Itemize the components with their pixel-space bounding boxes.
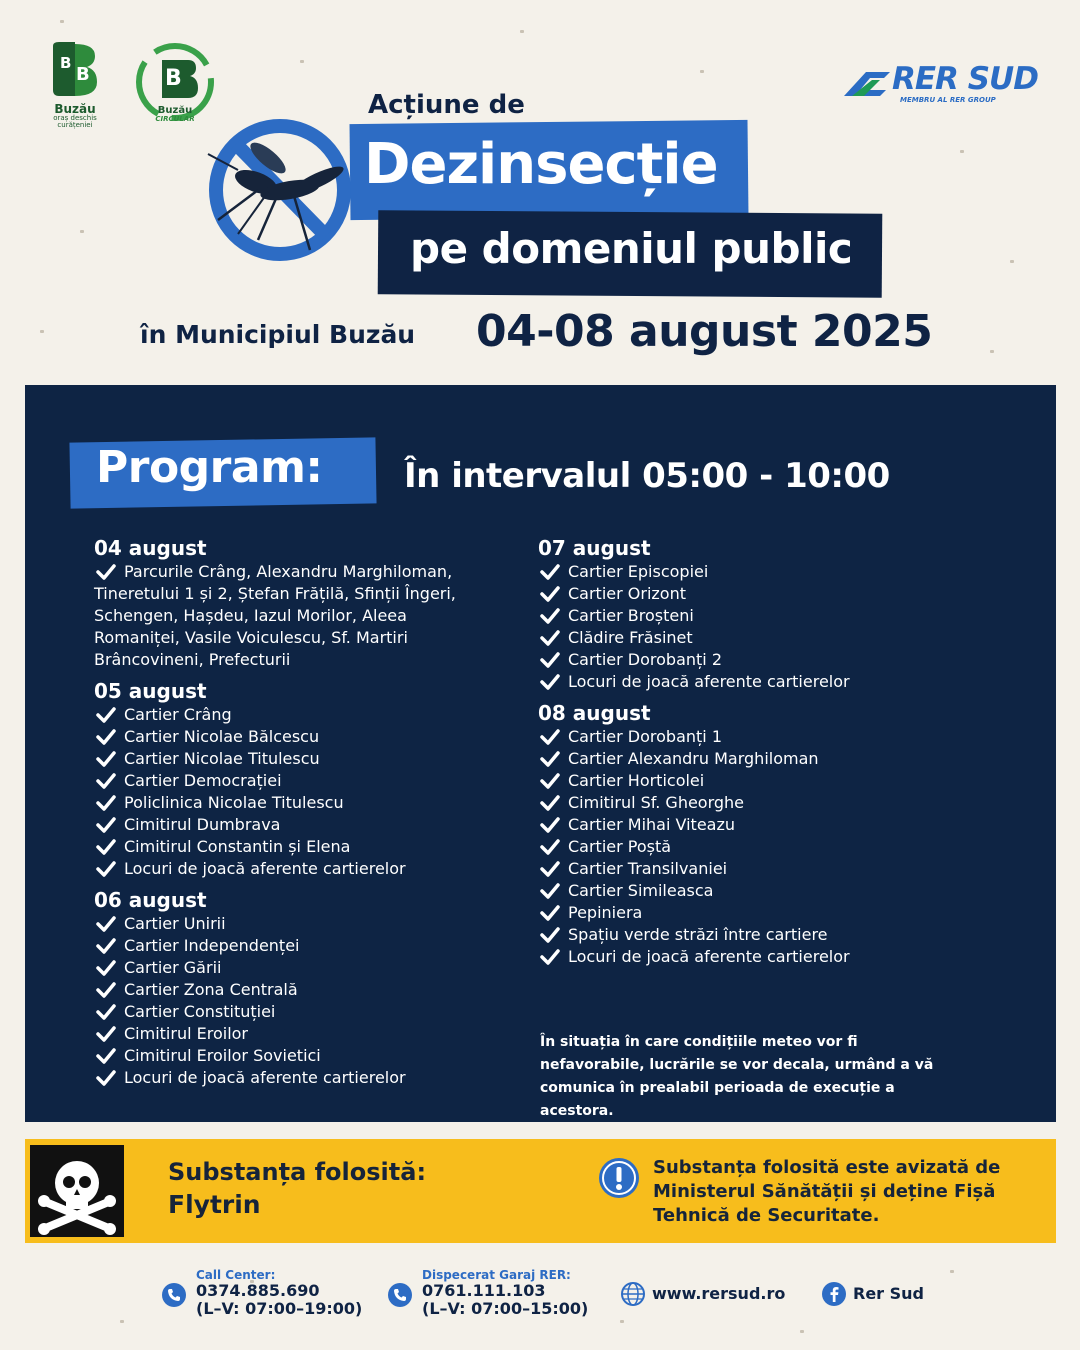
schedule-item bbox=[94, 748, 514, 770]
schedule-item bbox=[538, 924, 978, 946]
schedule-item-label: Locuri de joacă aferente cartierelor bbox=[124, 859, 406, 878]
schedule-item bbox=[538, 858, 978, 880]
checkmark-icon bbox=[96, 705, 116, 725]
checkmark-icon bbox=[540, 947, 560, 967]
globe-icon bbox=[621, 1282, 645, 1306]
schedule-item bbox=[538, 671, 978, 693]
schedule-item-label: Cartier Poștă bbox=[568, 837, 672, 856]
schedule-item-label: Cartier Broșteni bbox=[568, 606, 694, 625]
skull-crossbones-icon bbox=[30, 1145, 124, 1237]
schedule-item-label: Cartier Episcopiei bbox=[568, 562, 709, 581]
schedule-item-label: Cimitirul Sf. Gheorghe bbox=[568, 793, 745, 812]
dispatcher-label: Dispecerat Garaj RER: bbox=[422, 1268, 571, 1282]
program-interval: În intervalul 05:00 - 10:00 bbox=[404, 456, 890, 496]
checkmark-icon bbox=[540, 903, 560, 923]
schedule-item-label: Cartier Dorobanți 1 bbox=[568, 727, 722, 746]
schedule-item-label: Cimitirul Eroilor bbox=[124, 1024, 248, 1043]
substance-notice: Substanța folosită este avizată de Ministerul Sănătății și deține Fișă Tehnică de Securitate. bbox=[653, 1157, 1001, 1226]
schedule-item bbox=[94, 858, 514, 880]
schedule-item bbox=[94, 561, 494, 671]
schedule-item bbox=[538, 561, 978, 583]
schedule-item bbox=[538, 726, 978, 748]
schedule-item bbox=[538, 583, 978, 605]
checkmark-icon bbox=[96, 859, 116, 879]
schedule-item-label: Cimitirul Constantin și Elena bbox=[124, 837, 351, 856]
schedule-item bbox=[538, 627, 978, 649]
schedule-item-label: Policlinica Nicolae Titulescu bbox=[124, 793, 344, 812]
schedule-item bbox=[94, 1001, 514, 1023]
facebook-icon bbox=[822, 1282, 846, 1306]
day-title: 08 august bbox=[538, 701, 651, 725]
checkmark-icon bbox=[540, 562, 560, 582]
call-center-label: Call Center: bbox=[196, 1268, 276, 1282]
schedule-item bbox=[94, 935, 514, 957]
rer-arrow-icon bbox=[842, 68, 892, 98]
circular-logo-sub: CIRCULAR bbox=[155, 115, 195, 123]
day-title: 04 august bbox=[94, 536, 207, 560]
checkmark-icon bbox=[540, 881, 560, 901]
day-title: 07 august bbox=[538, 536, 651, 560]
schedule-item bbox=[94, 770, 514, 792]
schedule-item-label: Spațiu verde străzi între cartiere bbox=[568, 925, 828, 944]
schedule-item bbox=[94, 1045, 514, 1067]
schedule-column-left bbox=[94, 536, 514, 1097]
checkmark-icon bbox=[96, 815, 116, 835]
svg-text:B: B bbox=[165, 66, 182, 91]
phone-icon bbox=[162, 1283, 186, 1307]
checkmark-icon bbox=[540, 628, 560, 648]
dispatcher-contact bbox=[422, 1268, 588, 1318]
schedule-item bbox=[94, 704, 514, 726]
checkmark-icon bbox=[96, 1068, 116, 1088]
schedule-item bbox=[538, 792, 978, 814]
call-center-phone[interactable]: 0374.885.690 bbox=[196, 1281, 320, 1300]
schedule-item-label: Cartier Transilvaniei bbox=[568, 859, 728, 878]
schedule-item-label: Cimitirul Dumbrava bbox=[124, 815, 281, 834]
day-title: 05 august bbox=[94, 679, 207, 703]
title-location: în Municipiul Buzău bbox=[140, 320, 416, 349]
schedule-item bbox=[94, 1023, 514, 1045]
schedule-item bbox=[94, 1067, 514, 1089]
checkmark-icon bbox=[96, 771, 116, 791]
schedule-item-label: Pepiniera bbox=[568, 903, 643, 922]
schedule-item-label: Parcurile Crâng, Alexandru Marghiloman, Tineretului 1 și 2, Ștefan Frățilă, Sfinții Îngeri, Schengen, Hașdeu, Iazul Morilor, Aleea Romaniței, Vasile Voiculescu, Sf. Martiri Brâncovineni, Prefecturii bbox=[94, 562, 456, 669]
schedule-item-label: Cartier Mihai Viteazu bbox=[568, 815, 736, 834]
rer-logo-sub: MEMBRU AL RER GROUP bbox=[900, 96, 996, 104]
day-title: 06 august bbox=[94, 888, 207, 912]
schedule-item-label: Cartier Orizont bbox=[568, 584, 686, 603]
rer-sud-logo bbox=[842, 61, 1042, 104]
checkmark-icon bbox=[540, 837, 560, 857]
checkmark-icon bbox=[96, 958, 116, 978]
schedule-item bbox=[538, 814, 978, 836]
schedule-item-label: Cartier Nicolae Titulescu bbox=[124, 749, 320, 768]
checkmark-icon bbox=[540, 925, 560, 945]
day-block bbox=[94, 536, 514, 671]
checkmark-icon bbox=[96, 936, 116, 956]
schedule-item-label: Cimitirul Eroilor Sovietici bbox=[124, 1046, 321, 1065]
svg-text:B: B bbox=[76, 64, 90, 85]
title-action: Acțiune de bbox=[368, 90, 525, 120]
schedule-column-right bbox=[538, 536, 978, 976]
schedule-item-label: Cartier Independenței bbox=[124, 936, 300, 955]
circular-logo-name: Buzău bbox=[157, 105, 193, 116]
dispatcher-phone[interactable]: 0761.111.103 bbox=[422, 1281, 546, 1300]
substance-label: Substanța folosită: bbox=[168, 1158, 427, 1186]
dispatcher-hours: (L–V: 07:00–15:00) bbox=[422, 1299, 589, 1318]
checkmark-icon bbox=[540, 749, 560, 769]
schedule-item bbox=[538, 902, 978, 924]
schedule-item-label: Cartier Constituției bbox=[124, 1002, 276, 1021]
schedule-item bbox=[94, 957, 514, 979]
schedule-item bbox=[94, 814, 514, 836]
schedule-item bbox=[94, 836, 514, 858]
schedule-item bbox=[538, 880, 978, 902]
schedule-item-label: Cartier Dorobanți 2 bbox=[568, 650, 722, 669]
checkmark-icon bbox=[96, 727, 116, 747]
schedule-item-label: Locuri de joacă aferente cartierelor bbox=[568, 672, 850, 691]
schedule-item-label: Cartier Nicolae Bălcescu bbox=[124, 727, 320, 746]
no-mosquito-icon bbox=[198, 110, 358, 270]
schedule-item-label: Cartier Unirii bbox=[124, 914, 226, 933]
title-dates: 04-08 august 2025 bbox=[476, 306, 933, 357]
schedule-item bbox=[94, 726, 514, 748]
checkmark-icon bbox=[96, 562, 116, 582]
buzau-logo-name: Buzău bbox=[54, 102, 96, 116]
checkmark-icon bbox=[96, 1002, 116, 1022]
checkmark-icon bbox=[96, 914, 116, 934]
schedule-item-label: Cartier Simileasca bbox=[568, 881, 714, 900]
buzau-logo-icon bbox=[49, 40, 101, 98]
schedule-item-label: Cartier Crâng bbox=[124, 705, 232, 724]
title-main: Dezinsecție bbox=[364, 132, 718, 197]
checkmark-icon bbox=[540, 584, 560, 604]
weather-note: În situația în care condițiile meteo vor fi nefavorabile, lucrările se vor decala, urmând a vă comunica în prealabil perioada de execuție a acestora. bbox=[540, 1034, 934, 1119]
call-center-contact bbox=[196, 1268, 362, 1318]
checkmark-icon bbox=[96, 980, 116, 1000]
substance-name: Flytrin bbox=[168, 1190, 261, 1219]
schedule-item bbox=[538, 748, 978, 770]
checkmark-icon bbox=[540, 793, 560, 813]
checkmark-icon bbox=[540, 771, 560, 791]
checkmark-icon bbox=[96, 1046, 116, 1066]
facebook-link[interactable]: Rer Sud bbox=[853, 1284, 924, 1303]
checkmark-icon bbox=[540, 727, 560, 747]
website-link[interactable]: www.rersud.ro bbox=[652, 1284, 786, 1303]
day-block bbox=[538, 536, 978, 693]
schedule-item-label: Clădire Frăsinet bbox=[568, 628, 693, 647]
schedule-item bbox=[94, 792, 514, 814]
call-center-hours: (L–V: 07:00–19:00) bbox=[196, 1299, 363, 1318]
schedule-item-label: Cartier Zona Centrală bbox=[124, 980, 298, 999]
checkmark-icon bbox=[540, 815, 560, 835]
title-sub: pe domeniul public bbox=[410, 224, 853, 273]
rer-logo-name: RER SUD bbox=[892, 61, 1038, 97]
day-block bbox=[538, 701, 978, 968]
exclamation-icon bbox=[598, 1157, 640, 1199]
schedule-item-label: Cartier Democrației bbox=[124, 771, 282, 790]
schedule-item-label: Locuri de joacă aferente cartierelor bbox=[568, 947, 850, 966]
schedule-item bbox=[538, 836, 978, 858]
schedule-item-label: Cartier Gării bbox=[124, 958, 222, 977]
schedule-item-label: Cartier Alexandru Marghiloman bbox=[568, 749, 819, 768]
schedule-item bbox=[538, 649, 978, 671]
svg-text:B: B bbox=[60, 54, 72, 72]
buzau-logo-tagline: oraș deschis curățeniei bbox=[53, 114, 97, 130]
schedule-item bbox=[94, 979, 514, 1001]
schedule-item bbox=[94, 913, 514, 935]
buzau-logo bbox=[40, 40, 110, 130]
schedule-item-label: Locuri de joacă aferente cartierelor bbox=[124, 1068, 406, 1087]
checkmark-icon bbox=[540, 606, 560, 626]
day-block bbox=[94, 679, 514, 880]
schedule-item bbox=[538, 605, 978, 627]
schedule-item-label: Cartier Horticolei bbox=[568, 771, 705, 790]
checkmark-icon bbox=[540, 859, 560, 879]
checkmark-icon bbox=[540, 650, 560, 670]
checkmark-icon bbox=[96, 793, 116, 813]
checkmark-icon bbox=[96, 837, 116, 857]
checkmark-icon bbox=[540, 672, 560, 692]
phone-icon bbox=[388, 1283, 412, 1307]
schedule-item bbox=[538, 770, 978, 792]
day-block bbox=[94, 888, 514, 1089]
checkmark-icon bbox=[96, 749, 116, 769]
checkmark-icon bbox=[96, 1024, 116, 1044]
schedule-item bbox=[538, 946, 978, 968]
program-heading: Program: bbox=[96, 442, 323, 493]
